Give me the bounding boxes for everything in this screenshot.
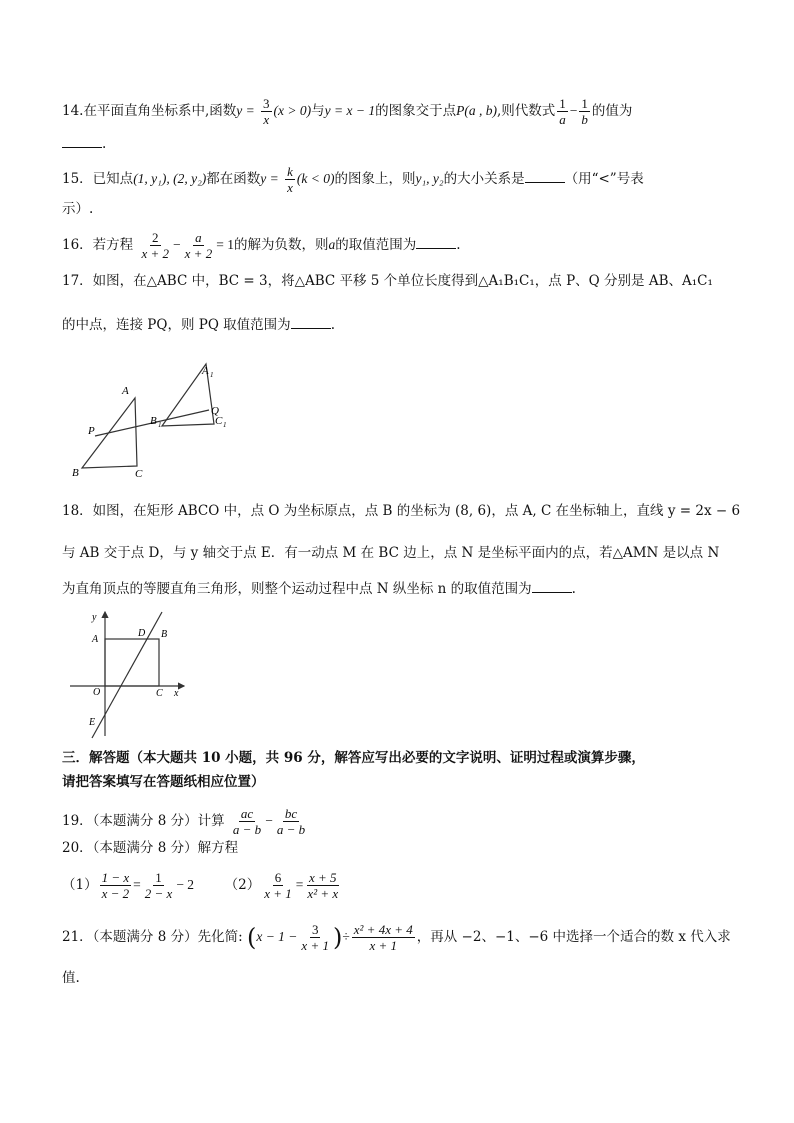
answer-blank[interactable]: [416, 234, 456, 249]
q15-line2: 示）.: [62, 201, 94, 217]
q14-line1: 14.在平面直角坐标系中,函数y = $\frac{3}{x}$ (x > 0)与y = x − 1的图象交于点P(a , b),则代数式 $\frac{1}{a}$ − $\frac{1}{b}$ 的值为: [62, 96, 633, 127]
label-E: E: [89, 717, 96, 728]
rectangle-abco: [105, 639, 159, 686]
label-B: B: [161, 629, 168, 640]
q16-frac-2: $\frac{a}{x + 2}$: [184, 230, 213, 261]
figure-17-triangles: [62, 352, 252, 480]
label-C: C: [156, 688, 163, 699]
label-x: x: [174, 688, 179, 699]
q18-line3: 为直角顶点的等腰直角三角形，则整个运动过程中点 N 纵坐标 n 的取值范围为 .: [62, 578, 576, 599]
label-A1-sub: 1: [210, 371, 214, 379]
q20-line2: （1） $\frac{1 - x}{x - 2}$ = $\frac{1}{2 - x}$ − 2 （2） $\frac{6}{x + 1}$ = $\frac{x + 5}{\text{x² + x}}$: [62, 870, 339, 901]
line-y-2x-6: [92, 612, 162, 738]
label-C1-sub: 1: [223, 421, 227, 429]
section-3-heading-line1: 三．解答题（本大题共 10 小题，共 96 分，解答应写出必要的文字说明、证明过程或演算步骤，: [62, 750, 645, 766]
q19-frac-1: $\frac{ac}{a - b}$: [232, 806, 262, 837]
q19-frac-2: $\frac{bc}{a - b}$: [276, 806, 306, 837]
q18-line1: 18．如图，在矩形 ABCO 中，点 O 为坐标原点，点 B 的坐标为 (8, 6)，点 A, C 在坐标轴上，直线 y = 2x − 6: [62, 503, 741, 519]
q19-line: 19．（本题满分 8 分）计算 $\frac{ac}{a - b}$ − $\frac{bc}{a - b}$: [62, 806, 306, 837]
q21-frac-1: $\frac{3}{x + 1}$: [301, 922, 329, 953]
q14-frac-1-over-b: $\frac{1}{b}$: [581, 96, 588, 127]
q17-line1: 17．如图，在△ABC 中，BC = 3，将△ABC 平移 5 个单位长度得到△A₁B₁C₁，点 P、Q 分别是 AB、A₁C₁: [62, 273, 713, 289]
answer-blank[interactable]: [532, 578, 572, 593]
label-Q: Q: [211, 405, 219, 417]
label-C1: C: [215, 415, 223, 427]
answer-blank[interactable]: [62, 133, 102, 148]
q20-p2-frac-2: $\frac{x + 5}{\text{x² + x}}$: [307, 870, 339, 901]
q14-line2: .: [62, 133, 106, 154]
label-A: A: [122, 385, 129, 397]
label-A1: A: [202, 365, 209, 377]
label-y: y: [92, 612, 97, 623]
figure-18-coordinate: [62, 606, 194, 740]
label-B: B: [72, 467, 79, 479]
q15-line1: 15．已知点(1, y₁), (2, y₂)都在函数y = $\frac{k}{x}$ (k < 0)的图象上，则y₁, y₂的大小关系是 （用“<”号表: [62, 164, 644, 195]
q18-line2: 与 AB 交于点 D，与 y 轴交于点 E．有一动点 M 在 BC 边上，点 N 是坐标平面内的点，若△AMN 是以点 N: [62, 545, 720, 561]
label-B1-sub: 1: [158, 421, 162, 429]
q15-frac-k-over-x: $\frac{k}{x}$: [287, 164, 293, 195]
label-D: D: [138, 628, 146, 639]
label-A: A: [92, 634, 99, 645]
q20-p2-frac-1: $\frac{6}{x + 1}$: [264, 870, 292, 901]
label-P: P: [88, 425, 95, 437]
label-C: C: [135, 468, 143, 480]
q20-p1-frac-1: $\frac{1 - x}{x - 2}$: [101, 870, 130, 901]
q16-line: 16．若方程 $\frac{2}{x + 2}$ − $\frac{a}{x + 2}$ = 1的解为负数，则a的取值范围为 .: [62, 230, 461, 261]
q14-frac-1-over-a: $\frac{1}{a}$: [559, 96, 566, 127]
q20-line1: 20．（本题满分 8 分）解方程: [62, 840, 239, 856]
label-B1: B: [150, 415, 157, 427]
q16-frac-1: $\frac{2}{x + 2}$: [141, 230, 170, 261]
q21-frac-2: $\frac{\text{x² + 4x + 4}}{x + 1}$: [353, 922, 413, 953]
q21-line2: 值.: [62, 970, 80, 986]
section-3-heading-line2: 请把答案填写在答题纸相应位置）: [62, 774, 265, 790]
q17-line2: 的中点，连接 PQ，则 PQ 取值范围为 .: [62, 314, 335, 335]
answer-blank[interactable]: [525, 168, 565, 183]
q20-p1-frac-2: $\frac{1}{2 - x}$: [144, 870, 173, 901]
label-O: O: [93, 687, 101, 698]
q14-frac-3-over-x: $\frac{3}{x}$: [263, 96, 270, 127]
answer-blank[interactable]: [291, 314, 331, 329]
q21-line1: 21．（本题满分 8 分）先化简: (x − 1 − $\frac{3}{x + 1}$ )÷ $\frac{\text{x² + 4x + 4}}{x + 1}$ ，再从 −2、−1、−6 中选择一个适合的数 x 代入求: [62, 922, 731, 953]
